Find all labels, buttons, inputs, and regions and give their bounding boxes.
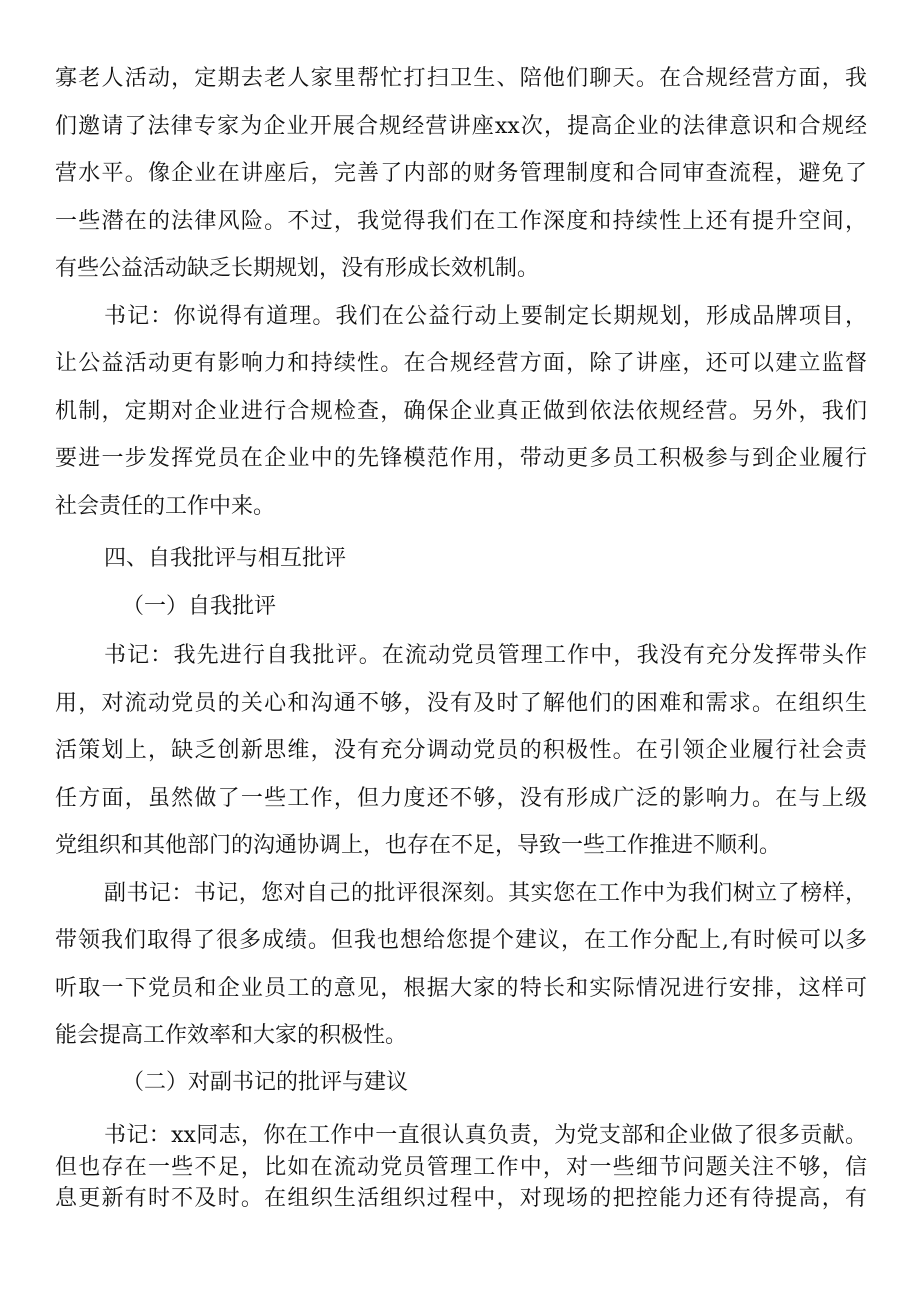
subheading-criticism-of-deputy: （二）对副书记的批评与建议: [122, 1070, 409, 1095]
paragraph-line: 党组织和其他部门的沟通协调上，也存在不足，导致一些工作推进不顺利。: [55, 833, 782, 858]
paragraph-line: 但也存在一些不足，比如在流动党员管理工作中，对一些细节问题关注不够，信: [55, 1155, 867, 1180]
paragraph-line: 们邀请了法律专家为企业开展合规经营讲座xx次，提高企业的法律意识和合规经: [55, 114, 867, 139]
section-heading: 四、自我批评与相互批评: [104, 546, 347, 571]
paragraph-line: 带领我们取得了很多成绩。但我也想给您提个建议，在工作分配上,有时候可以多: [55, 928, 867, 953]
paragraph-line: 书记：我先进行自我批评。在流动党员管理工作中，我没有充分发挥带头作: [104, 643, 867, 668]
paragraph-line: 让公益活动更有影响力和持续性。在合规经营方面，除了讲座，还可以建立监督: [55, 351, 867, 376]
paragraph-line: 要进一步发挥党员在企业中的先锋模范作用，带动更多员工积极参与到企业履行: [55, 446, 867, 471]
paragraph-line: 副书记：书记，您对自己的批评很深刻。其实您在工作中为我们树立了榜样，: [104, 881, 867, 906]
subheading-self-criticism: （一）自我批评: [122, 594, 277, 619]
paragraph-line: 活策划上，缺乏创新思维，没有充分调动党员的积极性。在引领企业履行社会责: [55, 738, 867, 763]
paragraph-line: 能会提高工作效率和大家的积极性。: [55, 1023, 408, 1048]
paragraph-line: 任方面，虽然做了一些工作，但力度还不够，没有形成广泛的影响力。在与上级: [55, 786, 867, 811]
paragraph-line: 营水平。像企业在讲座后，完善了内部的财务管理制度和合同审查流程，避免了: [55, 161, 867, 186]
paragraph-line: 有些公益活动缺乏长期规划，没有形成长效机制。: [55, 256, 540, 281]
paragraph-line: 书记：xx同志，你在工作中一直很认真负责，为党支部和企业做了很多贡献。: [104, 1123, 867, 1148]
paragraph-line: 书记：你说得有道理。我们在公益行动上要制定长期规划，形成品牌项目，: [104, 304, 867, 329]
paragraph-line: 一些潜在的法律风险。不过，我觉得我们在工作深度和持续性上还有提升空间，: [55, 209, 867, 234]
paragraph-line: 用，对流动党员的关心和沟通不够，没有及时了解他们的困难和需求。在组织生: [55, 691, 867, 716]
paragraph-line: 机制，定期对企业进行合规检查，确保企业真正做到依法依规经营。另外，我们: [55, 399, 867, 424]
paragraph-line: 寡老人活动，定期去老人家里帮忙打扫卫生、陪他们聊天。在合规经营方面，我: [55, 66, 867, 91]
paragraph-line: 听取一下党员和企业员工的意见，根据大家的特长和实际情况进行安排，这样可: [55, 976, 867, 1001]
paragraph-line: 息更新有时不及时。在组织生活组织过程中，对现场的把控能力还有待提高，有: [55, 1186, 867, 1211]
paragraph-line: 社会责任的工作中来。: [55, 494, 276, 519]
